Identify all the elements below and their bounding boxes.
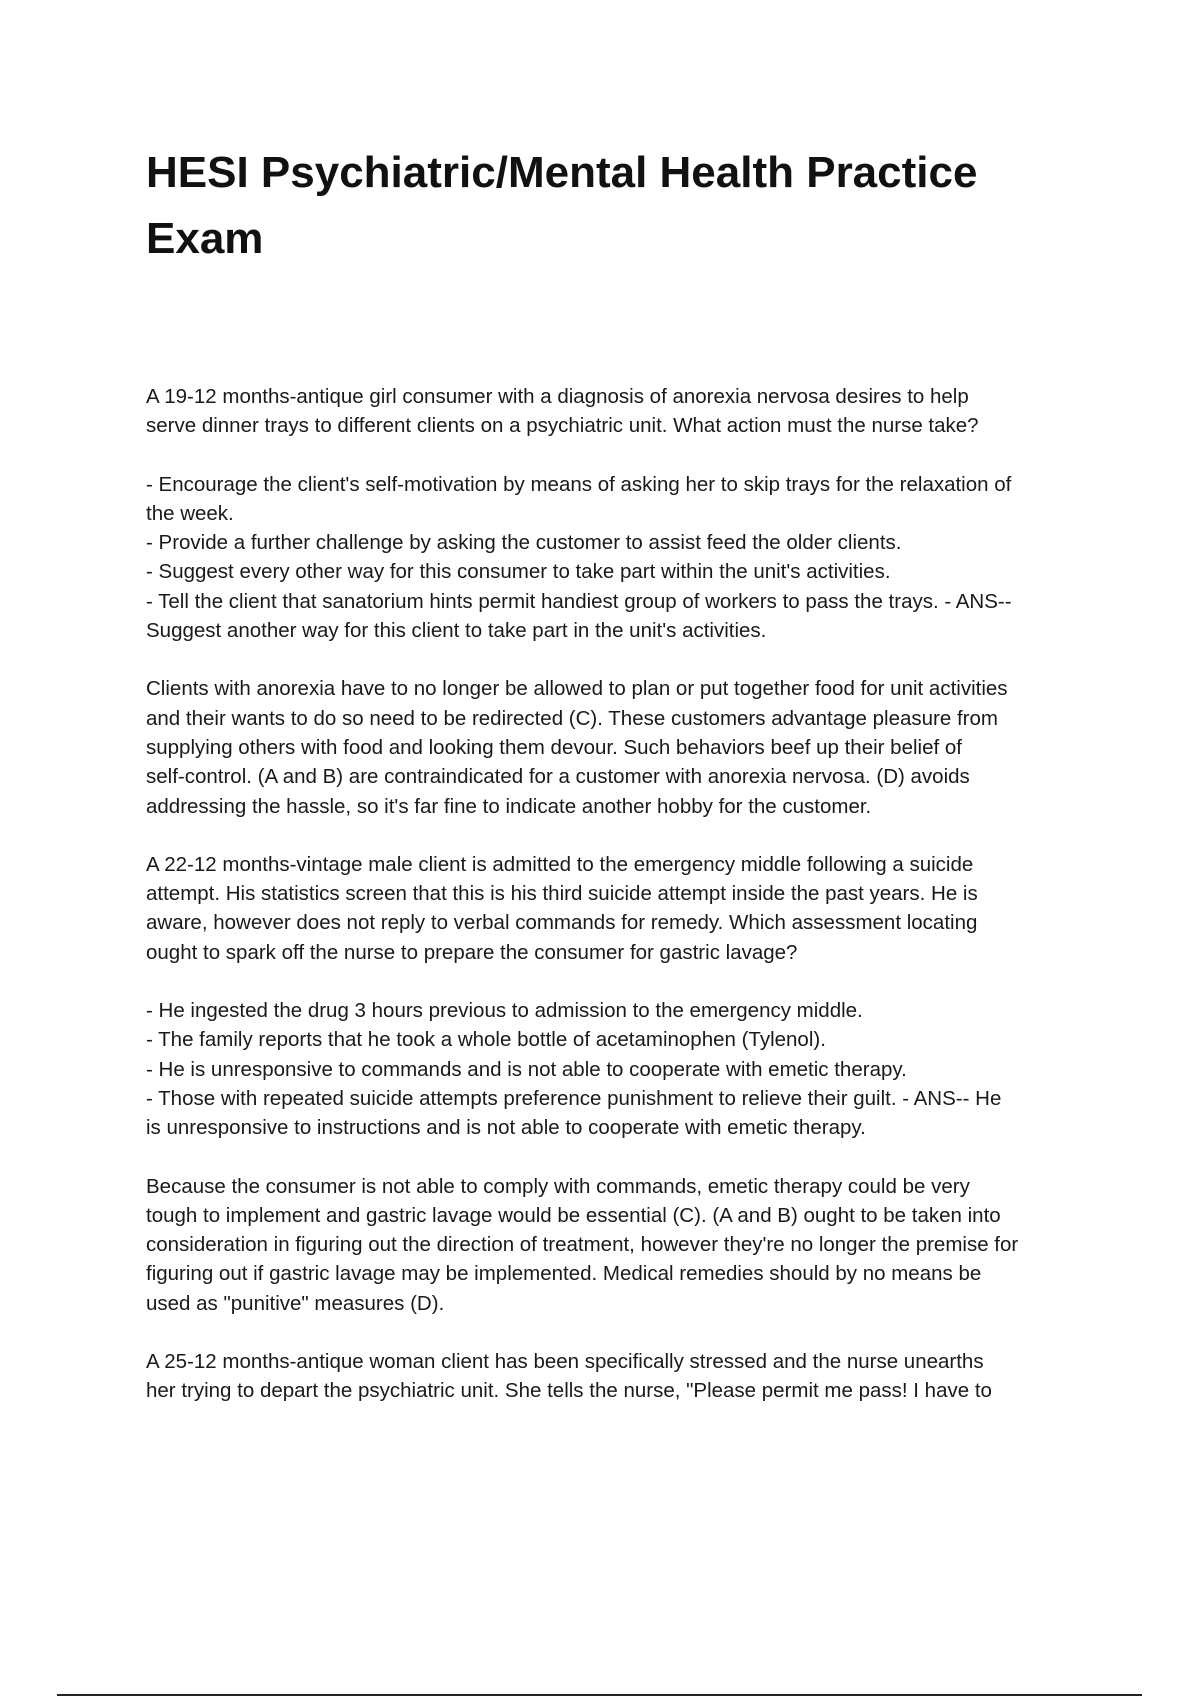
text-line: Clients with anorexia have to no longer be allowed to plan or put together food for unit activities: [146, 677, 1008, 701]
title-line: Exam: [146, 214, 264, 263]
text-line: - He ingested the drug 3 hours previous to admission to the emergency middle.: [146, 999, 863, 1023]
text-line: aware, however does not reply to verbal commands for remedy. Which assessment locating: [146, 911, 978, 935]
text-line: ought to spark off the nurse to prepare the consumer for gastric lavage?: [146, 940, 798, 964]
document-title: [146, 140, 1096, 272]
question-2-options: [146, 996, 1096, 1142]
question-3-stem: [146, 1347, 1096, 1406]
text-line: - He is unresponsive to commands and is not able to cooperate with emetic therapy.: [146, 1057, 907, 1081]
text-line: consideration in figuring out the direction of treatment, however they're no longer the premise for: [146, 1233, 1019, 1257]
text-line: Because the consumer is not able to comply with commands, emetic therapy could be very: [146, 1174, 970, 1198]
text-line: attempt. His statistics screen that this is his third suicide attempt inside the past years. He is: [146, 882, 978, 906]
text-line: - Tell the client that sanatorium hints permit handiest group of workers to pass the trays. - ANS--: [146, 589, 1012, 613]
question-2-stem: [146, 850, 1096, 967]
text-line: addressing the hassle, so it's far fine to indicate another hobby for the customer.: [146, 794, 872, 818]
text-line: - Encourage the client's self-motivation by means of asking her to skip trays for the relaxation of: [146, 472, 1012, 496]
question-2-rationale: [146, 1172, 1096, 1318]
text-line: the week.: [146, 501, 234, 525]
text-line: A 22-12 months-vintage male client is admitted to the emergency middle following a suicide: [146, 852, 974, 876]
text-line: - The family reports that he took a whole bottle of acetaminophen (Tylenol).: [146, 1028, 826, 1052]
text-line: - Suggest every other way for this consumer to take part within the unit's activities.: [146, 560, 891, 584]
document-body: [146, 382, 1096, 1406]
text-line: and their wants to do so need to be redirected (C). These customers advantage pleasure from: [146, 706, 998, 730]
text-line: used as "punitive" measures (D).: [146, 1291, 445, 1315]
text-line: is unresponsive to instructions and is not able to cooperate with emetic therapy.: [146, 1116, 866, 1140]
text-line: self-control. (A and B) are contraindicated for a customer with anorexia nervosa. (D) avoids: [146, 765, 970, 789]
text-line: - Those with repeated suicide attempts preference punishment to relieve their guilt. - ANS-- He: [146, 1086, 1002, 1110]
question-1-stem: [146, 382, 1096, 441]
text-line: supplying others with food and looking them devour. Such behaviors beef up their belief of: [146, 735, 962, 759]
text-line: - Provide a further challenge by asking the customer to assist feed the older clients.: [146, 531, 902, 555]
text-line: Suggest another way for this client to take part in the unit's activities.: [146, 619, 767, 643]
text-line: tough to implement and gastric lavage would be essential (C). (A and B) ought to be taken into: [146, 1203, 1001, 1227]
question-1-rationale: [146, 674, 1096, 820]
text-line: her trying to depart the psychiatric unit. She tells the nurse, "Please permit me pass! I have to: [146, 1379, 992, 1403]
text-line: serve dinner trays to different clients on a psychiatric unit. What action must the nurse take?: [146, 414, 979, 438]
text-line: A 25-12 months-antique woman client has been specifically stressed and the nurse unearths: [146, 1350, 984, 1374]
text-line: A 19-12 months-antique girl consumer with a diagnosis of anorexia nervosa desires to help: [146, 385, 969, 408]
document-page: [146, 140, 1096, 1435]
page-bottom-rule: [57, 1694, 1142, 1696]
text-line: figuring out if gastric lavage may be implemented. Medical remedies should by no means be: [146, 1262, 982, 1286]
title-line: HESI Psychiatric/Mental Health Practice: [146, 148, 978, 197]
question-1-options: [146, 470, 1096, 646]
